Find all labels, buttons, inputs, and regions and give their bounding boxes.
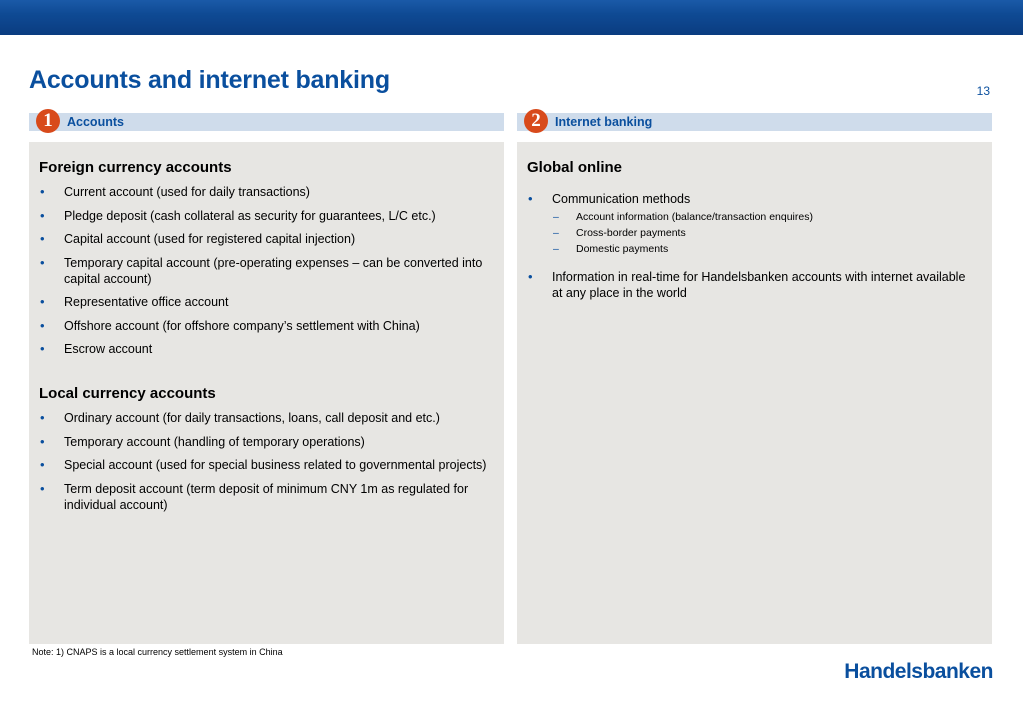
list-item: • Communication methods – Account information (balance/transaction enquires) – Cross-border payments – Domestic payments	[527, 191, 967, 256]
list-item: • Pledge deposit (cash collateral as security for guarantees, L/C etc.)	[40, 207, 436, 223]
list-item: • Capital account (used for registered capital injection)	[40, 231, 356, 246]
section-header-accounts	[29, 110, 504, 131]
list-item: • Current account (used for daily transactions)	[40, 184, 310, 199]
list-item: • Offshore account (for offshore company’s settlement with China)	[40, 317, 420, 333]
bullet-icon: •	[40, 341, 45, 356]
bullet-icon: •	[40, 294, 45, 309]
bullet-icon: •	[40, 457, 45, 472]
internet-banking-list	[527, 191, 967, 301]
bullet-icon: •	[40, 433, 45, 449]
sub-list	[552, 210, 967, 256]
global-online-heading: Global online	[527, 159, 623, 176]
accounts-panel	[29, 142, 504, 644]
bullet-icon: •	[40, 317, 45, 333]
list-item: • Special account (used for special business related to governmental projects)	[40, 457, 487, 472]
bullet-icon: •	[40, 231, 45, 246]
sub-list-item: – Account information (balance/transaction enquires)	[553, 211, 813, 223]
list-item: • Temporary capital account (pre-operating expenses – can be converted into capital account)	[40, 254, 483, 286]
list-item: • Ordinary account (for daily transactions, loans, call deposit and etc.)	[40, 410, 440, 425]
sub-list-item: – Cross-border payments	[553, 227, 686, 239]
local-currency-heading: Local currency accounts	[39, 385, 216, 402]
foreign-currency-list	[39, 184, 494, 357]
handelsbanken-logo: Handelsbanken	[844, 660, 993, 683]
bullet-icon: •	[40, 254, 45, 270]
footnote: Note: 1) CNAPS is a local currency settlement system in China	[32, 647, 283, 657]
bullet-icon: •	[40, 184, 45, 199]
section-title-internet-banking: Internet banking	[555, 115, 653, 129]
page-number: 13	[976, 84, 990, 98]
internet-banking-panel	[517, 142, 992, 644]
section-title-accounts: Accounts	[67, 115, 124, 129]
section-header-internet-banking	[517, 110, 992, 131]
list-item: • Temporary account (handling of temporary operations)	[40, 433, 365, 449]
list-item: • Representative office account	[40, 294, 229, 309]
bullet-icon: •	[528, 191, 533, 206]
dash-icon: –	[553, 243, 559, 255]
bullet-icon: •	[40, 207, 45, 223]
bullet-icon: •	[40, 410, 45, 425]
number-badge-1: 1	[36, 109, 60, 133]
bullet-icon: •	[528, 269, 533, 284]
local-currency-list	[39, 410, 494, 513]
list-item: • Term deposit account (term deposit of minimum CNY 1m as regulated for individual account)	[40, 480, 469, 512]
top-banner	[0, 0, 1023, 35]
sub-list-item: – Domestic payments	[553, 243, 669, 255]
list-item: • Information in real-time for Handelsbanken accounts with internet available at any place in the world	[528, 269, 966, 300]
foreign-currency-heading: Foreign currency accounts	[39, 159, 232, 176]
dash-icon: –	[553, 211, 559, 223]
list-item: • Escrow account	[40, 341, 153, 356]
number-badge-2: 2	[524, 109, 548, 133]
page-title: Accounts and internet banking	[29, 66, 390, 94]
bullet-icon: •	[40, 480, 45, 496]
dash-icon: –	[553, 227, 559, 239]
